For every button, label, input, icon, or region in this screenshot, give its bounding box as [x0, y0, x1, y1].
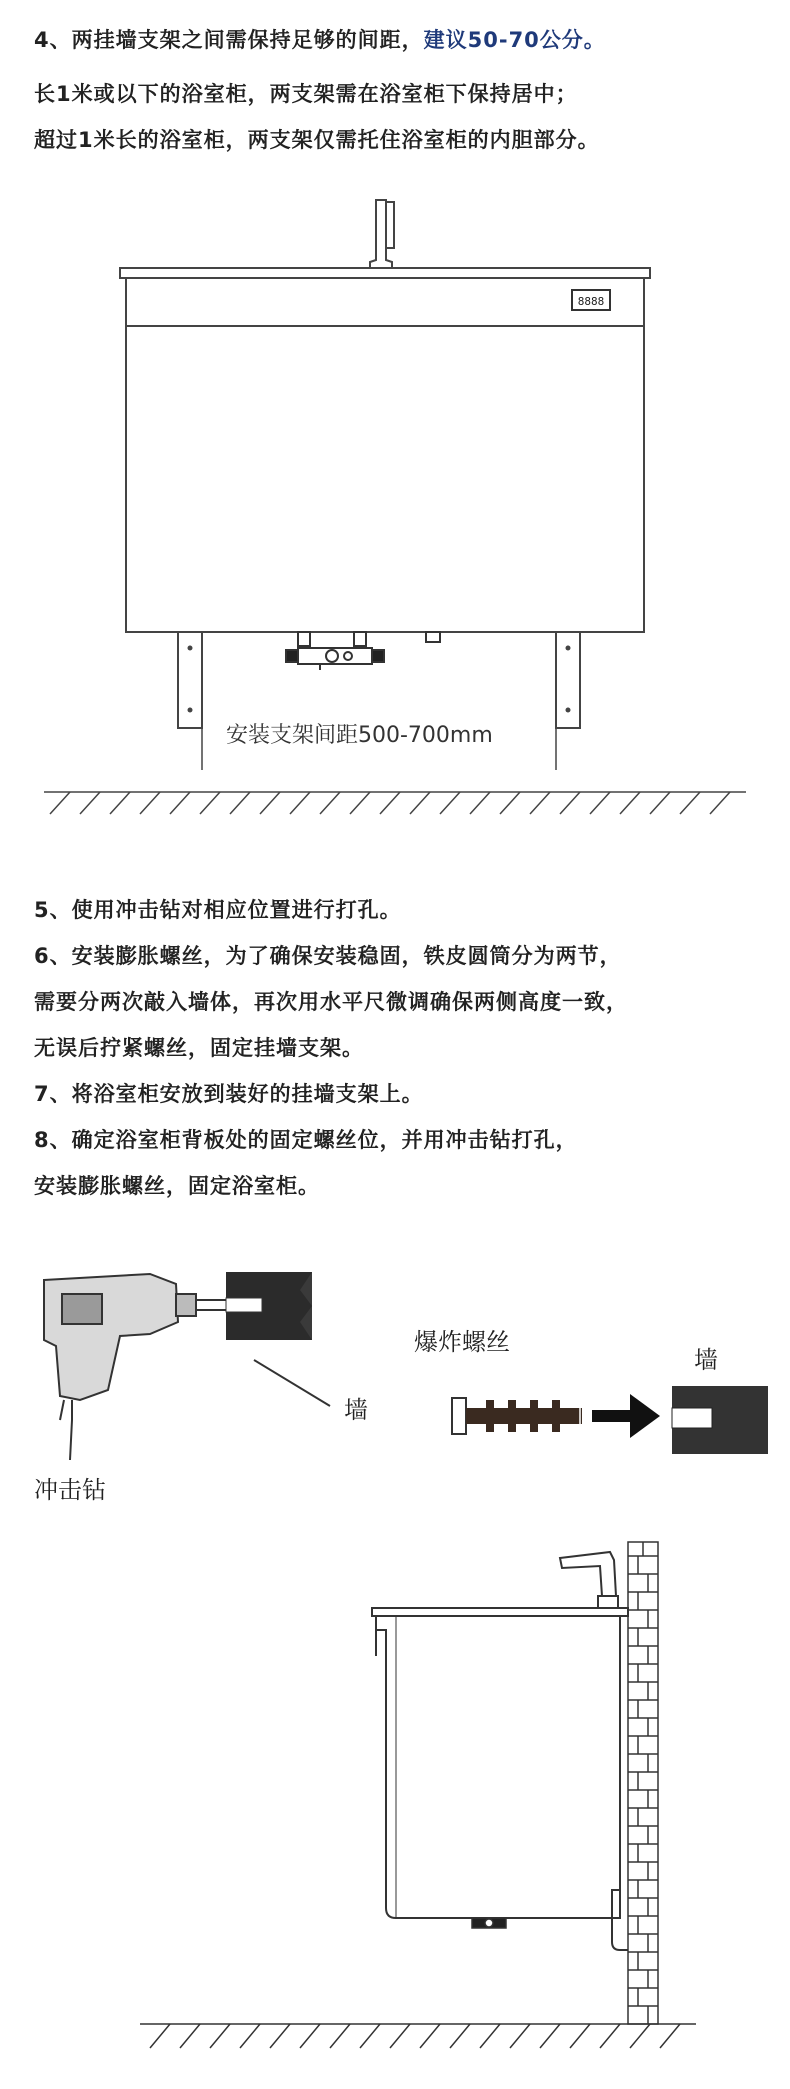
- cabinet-bracket-figure: [0, 190, 790, 830]
- wall-label-left: 墙: [344, 1396, 368, 1424]
- instruction-6-line-3: 无误后拧紧螺丝，固定挂墙支架。: [34, 1036, 364, 1060]
- wall-block-left: [226, 1272, 312, 1340]
- impact-drill-icon: [44, 1274, 240, 1460]
- instruction-4-line-1: [34, 24, 606, 54]
- cabinet-side-illustration: [0, 1530, 790, 2070]
- countertop-side: [372, 1608, 628, 1616]
- cabinet-side-body: [376, 1616, 620, 1918]
- instruction-6-line-2: 需要分两次敲入墙体，再次用水平尺微调确保两侧高度一致，: [34, 990, 628, 1014]
- countertop: [120, 268, 650, 278]
- floor-hatch-side: [140, 2024, 696, 2048]
- instruction-7: 7、将浴室柜安放到装好的挂墙支架上。: [34, 1082, 424, 1106]
- bracket-spacing-label: 安装支架间距500-700mm: [226, 723, 493, 748]
- expansion-screw-label: 爆炸螺丝: [414, 1328, 510, 1356]
- floor-hatch: [44, 792, 746, 814]
- digital-display-text: 8888: [577, 295, 605, 308]
- expansion-screw-icon: [452, 1398, 582, 1434]
- instruction-8-line-2: 安装膨胀螺丝，固定浴室柜。: [34, 1174, 320, 1198]
- cabinet-body: [126, 278, 644, 632]
- valve-side-icon: [472, 1918, 506, 1928]
- impact-drill-label: 冲击钻: [34, 1476, 106, 1504]
- right-arrow-icon: [592, 1394, 660, 1438]
- instruction-8-line-1: 8、确定浴室柜背板处的固定螺丝位，并用冲击钻打孔，: [34, 1128, 578, 1152]
- drill-screw-illustration: [0, 1250, 790, 1510]
- instruction-4-text: 4、两挂墙支架之间需保持足够的间距，: [34, 28, 424, 52]
- instruction-6-line-1: 6、安装膨胀螺丝，为了确保安装稳固，铁皮圆筒分为两节，: [34, 944, 622, 968]
- wall-label-right: 墙: [694, 1346, 718, 1374]
- instruction-4-line-2: 长1米或以下的浴室柜，两支架需在浴室柜下保持居中；: [34, 82, 578, 106]
- instruction-5: 5、使用冲击钻对相应位置进行打孔。: [34, 898, 402, 922]
- wall-block-right: [672, 1386, 768, 1454]
- side-view-figure: [0, 1530, 790, 2070]
- instruction-4-highlight: 建议50-70公分。: [423, 28, 606, 52]
- instruction-4-line-3: 超过1米长的浴室柜，两支架仅需托住浴室柜的内胆部分。: [34, 128, 600, 152]
- faucet-side-icon: [560, 1552, 618, 1608]
- brick-wall: [628, 1542, 658, 2024]
- drill-screw-figure: [0, 1250, 790, 1510]
- plumbing-valve-icon: [286, 632, 440, 670]
